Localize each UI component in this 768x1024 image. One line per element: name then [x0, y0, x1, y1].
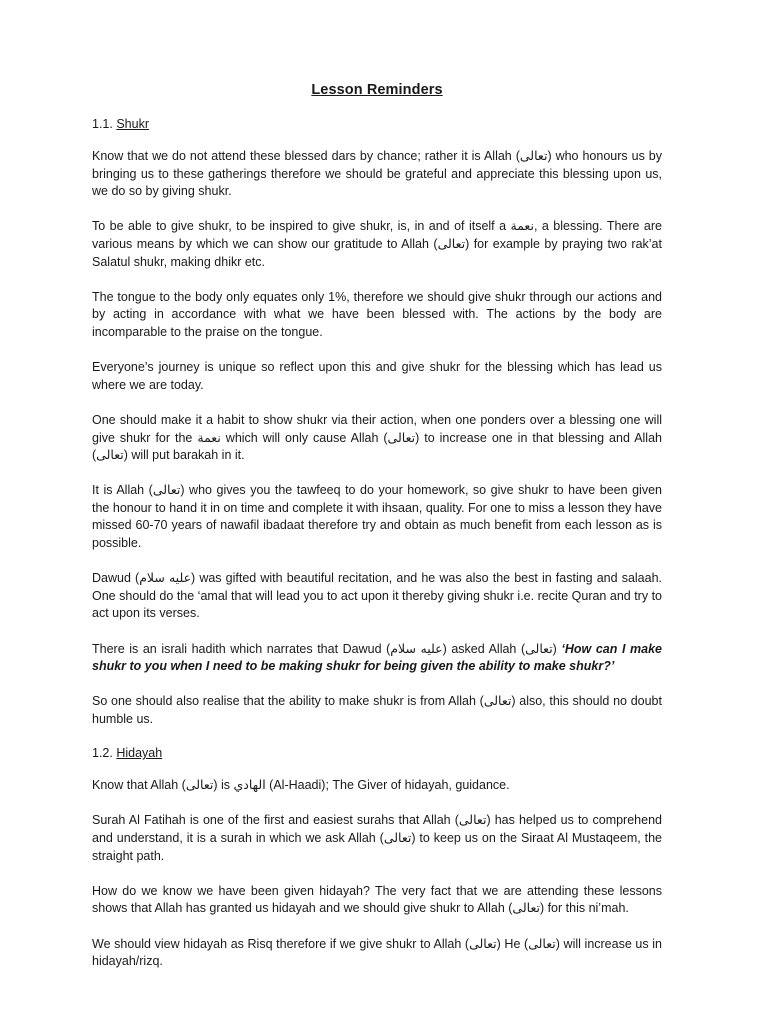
paragraph: It is Allah (تعالى) who gives you the tawfeeq to do your homework, so give shukr to have been given the honour to hand it in on time and complete it with ihsaan, quality. For one to miss a lesson they have missed 60-70 years of nawafil ibadaat therefore try and obtain as much benefit from each lesson as is possible.	[92, 483, 662, 551]
paragraph: Everyone’s journey is unique so reflect upon this and give shukr for the blessing which has lead us where we are today.	[92, 360, 662, 392]
section-number: 1.1.	[92, 117, 113, 131]
document-page	[92, 82, 662, 988]
section-title: Hidayah	[116, 746, 163, 761]
paragraph: Surah Al Fatihah is one of the first and easiest surahs that Allah (تعالى) has helped us to comprehend and understand, it is a surah in which we ask Allah (تعالى) to keep us on the Siraat Al Mustaqeem, the straight path.	[92, 813, 662, 863]
hadith-intro: There is an israli hadith which narrates that Dawud (عليه سلام) asked Allah (تعالى)	[92, 641, 562, 656]
paragraph: One should make it a habit to show shukr via their action, when one ponders over a blessing one will give shukr for the نعمة which will only cause Allah (تعالى) to increase one in that blessing and Allah (تعالى) will put barakah in it.	[92, 412, 662, 463]
paragraph: The tongue to the body only equates only 1%, therefore we should give shukr through our actions and by acting in accordance with what we have been blessed with. The actions by the body are incomparable to the praise on the tongue.	[92, 289, 662, 339]
paragraph: So one should also realise that the ability to make shukr is from Allah (تعالى) also, this should no doubt humble us.	[92, 694, 662, 726]
paragraph: Know that we do not attend these blessed dars by chance; rather it is Allah (تعالى) who honours us by bringing us to these gatherings therefore we should be grateful and appreciate this blessing upon us, we do so by giving shukr.	[92, 149, 662, 199]
section-heading-shukr	[92, 117, 662, 131]
section-title: Shukr	[116, 117, 149, 131]
document-title: Lesson Reminders	[311, 82, 443, 98]
paragraph: We should view hidayah as Risq therefore if we give shukr to Allah (تعالى) He (تعالى) will increase us in hidayah/rizq.	[92, 936, 662, 969]
section-heading-hidayah	[92, 746, 662, 760]
paragraph: To be able to give shukr, to be inspired to give shukr, is, in and of itself a نعمة, a blessing. There are various means by which we can show our gratitude to Allah (تعالى) for example by praying two rak’at Salatul shukr, making dhikr etc.	[92, 219, 662, 269]
hadith-paragraph	[92, 641, 662, 676]
hadith-quote: ‘How can I make shukr to you when I need to be making shukr for being given the ability to make shukr?’	[92, 641, 662, 674]
section-number: 1.2.	[92, 746, 113, 761]
paragraph: How do we know we have been given hidayah? The very fact that we are attending these lessons shows that Allah has granted us hidayah and we should give shukr to Allah (تعالى) for this ni’mah.	[92, 883, 662, 916]
paragraph: Dawud (عليه سلام) was gifted with beautiful recitation, and he was also the best in fasting and salaah. One should do the ‘amal that will lead you to act upon it thereby giving shukr i.e. recite Quran and try to act upon its verses.	[92, 571, 663, 621]
paragraph: Know that Allah (تعالى) is الهادي (Al-Haadi); The Giver of hidayah, guidance.	[92, 778, 510, 793]
